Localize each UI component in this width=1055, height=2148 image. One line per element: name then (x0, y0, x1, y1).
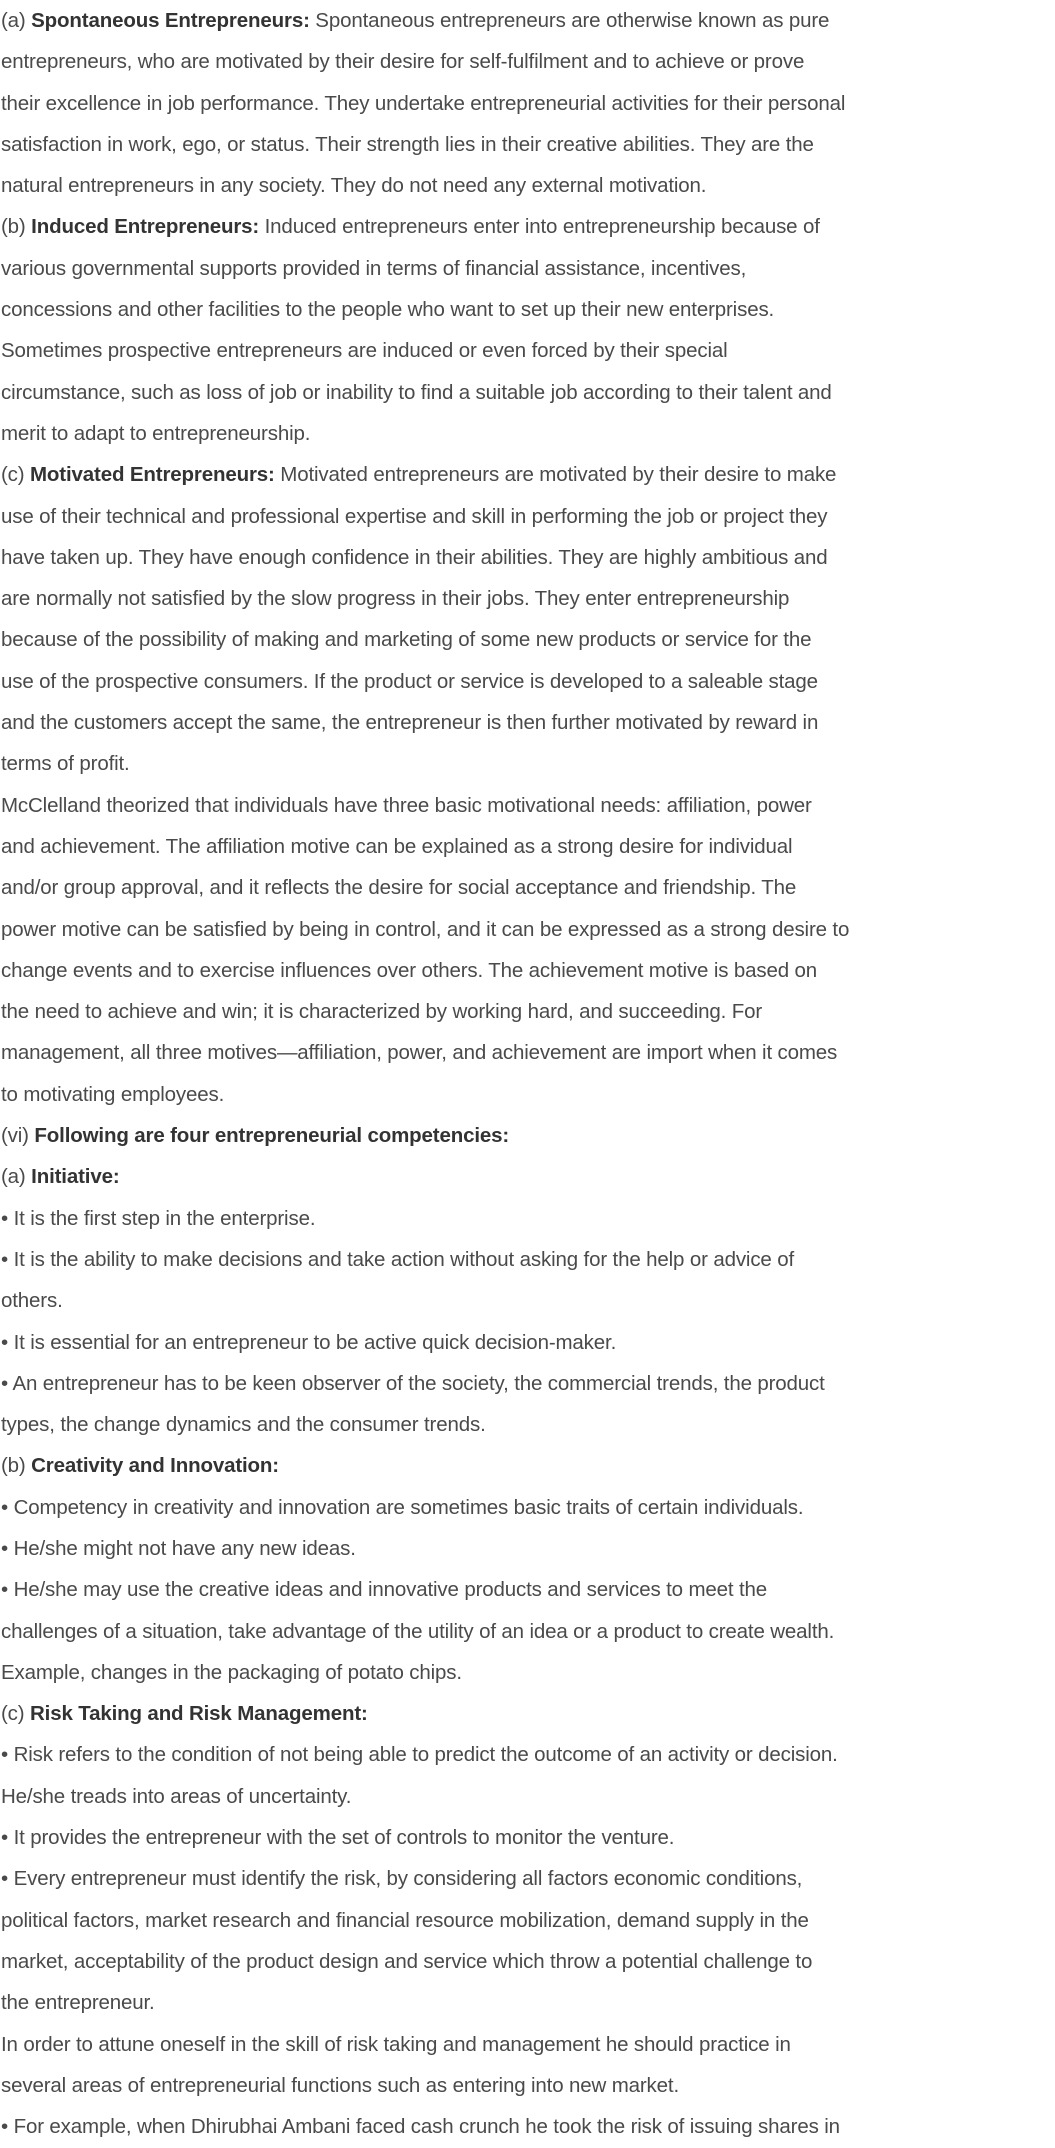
text-line (1, 413, 1055, 454)
line-text: the need to achieve and win; it is characterized by working hard, and succeeding. For (1, 1000, 762, 1024)
line-text: • It is the first step in the enterprise. (1, 1206, 316, 1230)
line-text: various governmental supports provided in terms of financial assistance, incentives, (1, 256, 747, 280)
text-line (1, 2106, 1055, 2147)
text-line (1, 83, 1055, 124)
line-text: use of their technical and professional expertise and skill in performing the job or project they (1, 504, 828, 528)
line-text: are normally not satisfied by the slow progress in their jobs. They enter entrepreneurship (1, 587, 790, 611)
text-line (1, 289, 1055, 330)
text-line (1, 1239, 1055, 1280)
text-line (1, 165, 1055, 206)
item-prefix: (vi) (1, 1124, 35, 1148)
text-line (1, 0, 1055, 41)
item-heading: Initiative: (31, 1165, 120, 1189)
text-line (1, 1858, 1055, 1899)
item-prefix: (b) (1, 215, 32, 239)
paragraph (1, 0, 1055, 206)
line-text: merit to adapt to entrepreneurship. (1, 421, 311, 445)
paragraph (1, 1693, 1055, 1734)
text-line (1, 330, 1055, 371)
paragraph (1, 1734, 1055, 1817)
paragraph (1, 1445, 1055, 1486)
text-line (1, 1693, 1055, 1734)
text-line (1, 2065, 1055, 2106)
paragraph (1, 1156, 1055, 1197)
paragraph (1, 1487, 1055, 1528)
line-text: because of the possibility of making and marketing of some new products or service for the (1, 628, 812, 652)
text-line (1, 785, 1055, 826)
line-text: concessions and other facilities to the people who want to set up their new enterprises. (1, 298, 775, 322)
item-prefix: (c) (1, 463, 30, 487)
line-text: • It provides the entrepreneur with the set of controls to monitor the venture. (1, 1826, 675, 1850)
text-line (1, 1198, 1055, 1239)
paragraph (1, 454, 1055, 784)
line-text: • Competency in creativity and innovation are sometimes basic traits of certain individuals. (1, 1495, 804, 1519)
paragraph (1, 1115, 1055, 1156)
paragraph (1, 2024, 1055, 2107)
text-line (1, 950, 1055, 991)
text-line (1, 1900, 1055, 1941)
text-line (1, 206, 1055, 247)
text-line (1, 1652, 1055, 1693)
line-text: market, acceptability of the product design and service which throw a potential challenge to (1, 1949, 813, 1973)
text-line (1, 2024, 1055, 2065)
line-text: to motivating employees. (1, 1082, 225, 1106)
text-line (1, 1074, 1055, 1115)
text-line (1, 372, 1055, 413)
line-text: • It is essential for an entrepreneur to be active quick decision-maker. (1, 1330, 617, 1354)
paragraph (1, 1363, 1055, 1446)
text-line (1, 991, 1055, 1032)
line-text: use of the prospective consumers. If the product or service is developed to a saleable stage (1, 669, 818, 693)
item-heading: Induced Entrepreneurs: (31, 215, 260, 239)
line-text: • He/she may use the creative ideas and innovative products and services to meet the (1, 1578, 768, 1602)
item-prefix: (a) (1, 9, 32, 32)
line-text: • He/she might not have any new ideas. (1, 1536, 356, 1560)
text-line (1, 661, 1055, 702)
text-line (1, 826, 1055, 867)
paragraph (1, 206, 1055, 454)
text-line (1, 702, 1055, 743)
paragraph (1, 1198, 1055, 1239)
item-prefix: (b) (1, 1454, 32, 1478)
text-line (1, 1817, 1055, 1858)
line-text: natural entrepreneurs in any society. They do not need any external motivation. (1, 174, 707, 198)
line-text: others. (1, 1289, 63, 1313)
line-text: the entrepreneur. (1, 1991, 155, 2015)
line-text: political factors, market research and financial resource mobilization, demand supply in the (1, 1908, 809, 1932)
text-line (1, 619, 1055, 660)
text-line (1, 578, 1055, 619)
paragraph (1, 1239, 1055, 1322)
text-line (1, 1115, 1055, 1156)
text-line (1, 1569, 1055, 1610)
item-prefix: (c) (1, 1702, 30, 1726)
line-text: and achievement. The affiliation motive can be explained as a strong desire for individual (1, 834, 793, 858)
line-text: McClelland theorized that individuals have three basic motivational needs: affiliation, power (1, 793, 812, 817)
line-text: several areas of entrepreneurial functions such as entering into new market. (1, 2073, 680, 2097)
text-line (1, 1528, 1055, 1569)
text-line (1, 1982, 1055, 2023)
text-line (1, 743, 1055, 784)
text-line (1, 496, 1055, 537)
line-text: management, all three motives—affiliation, power, and achievement are import when it comes (1, 1041, 838, 1065)
line-text: terms of profit. (1, 752, 130, 776)
paragraph (1, 1569, 1055, 1693)
line-text: types, the change dynamics and the consumer trends. (1, 1413, 486, 1437)
paragraph (1, 1322, 1055, 1363)
line-text: Motivated entrepreneurs are motivated by their desire to make (280, 463, 837, 487)
paragraph (1, 785, 1055, 1115)
item-heading: Following are four entrepreneurial competencies: (34, 1124, 510, 1148)
text-line (1, 1322, 1055, 1363)
text-line (1, 1280, 1055, 1321)
paragraph (1, 1817, 1055, 1858)
text-line (1, 1734, 1055, 1775)
text-line (1, 1445, 1055, 1486)
line-text: power motive can be satisfied by being in control, and it can be expressed as a strong desire to (1, 917, 850, 941)
text-line (1, 537, 1055, 578)
item-heading: Risk Taking and Risk Management: (30, 1702, 368, 1726)
text-line (1, 248, 1055, 289)
item-heading: Spontaneous Entrepreneurs: (31, 9, 310, 32)
item-heading: Motivated Entrepreneurs: (30, 463, 275, 487)
paragraph (1, 1858, 1055, 2023)
line-text: satisfaction in work, ego, or status. Their strength lies in their creative abilities. They are the (1, 132, 814, 156)
text-line (1, 909, 1055, 950)
line-text: have taken up. They have enough confidence in their abilities. They are highly ambitious and (1, 545, 828, 569)
paragraph (1, 1528, 1055, 1569)
line-text: entrepreneurs, who are motivated by their desire for self-fulfilment and to achieve or prove (1, 50, 805, 74)
item-prefix: (a) (1, 1165, 32, 1189)
line-text: Sometimes prospective entrepreneurs are induced or even forced by their special (1, 339, 728, 363)
text-line (1, 867, 1055, 908)
line-text: • It is the ability to make decisions and take action without asking for the help or advice of (1, 1247, 795, 1271)
line-text: Example, changes in the packaging of potato chips. (1, 1660, 462, 1684)
line-text: challenges of a situation, take advantage of the utility of an idea or a product to create wealth. (1, 1619, 835, 1643)
line-text: • Risk refers to the condition of not being able to predict the outcome of an activity or decision. (1, 1743, 838, 1767)
text-line (1, 1156, 1055, 1197)
text-line (1, 1611, 1055, 1652)
text-line (1, 1487, 1055, 1528)
text-line (1, 454, 1055, 495)
line-text: Induced entrepreneurs enter into entrepreneurship because of (264, 215, 820, 239)
text-line (1, 1776, 1055, 1817)
text-line (1, 124, 1055, 165)
line-text: change events and to exercise influences over others. The achievement motive is based on (1, 958, 818, 982)
line-text: • For example, when Dhirubhai Ambani faced cash crunch he took the risk of issuing shares in (1, 2115, 840, 2139)
line-text: and the customers accept the same, the entrepreneur is then further motivated by reward in (1, 711, 819, 735)
line-text: Spontaneous entrepreneurs are otherwise known as pure (315, 9, 830, 32)
line-text: circumstance, such as loss of job or inability to find a suitable job according to their talent and (1, 380, 832, 404)
line-text: He/she treads into areas of uncertainty. (1, 1784, 352, 1808)
paragraph (1, 2106, 1055, 2147)
text-line (1, 1404, 1055, 1445)
line-text: their excellence in job performance. They undertake entrepreneurial activities for their personal (1, 91, 846, 115)
line-text: and/or group approval, and it reflects the desire for social acceptance and friendship. The (1, 876, 797, 900)
line-text: • Every entrepreneur must identify the risk, by considering all factors economic conditions, (1, 1867, 803, 1891)
text-line (1, 41, 1055, 82)
line-text: In order to attune oneself in the skill of risk taking and management he should practice in (1, 2032, 791, 2056)
item-heading: Creativity and Innovation: (31, 1454, 279, 1478)
line-text: • An entrepreneur has to be keen observer of the society, the commercial trends, the product (1, 1371, 825, 1395)
text-line (1, 1941, 1055, 1982)
text-line (1, 1363, 1055, 1404)
text-line (1, 1032, 1055, 1073)
